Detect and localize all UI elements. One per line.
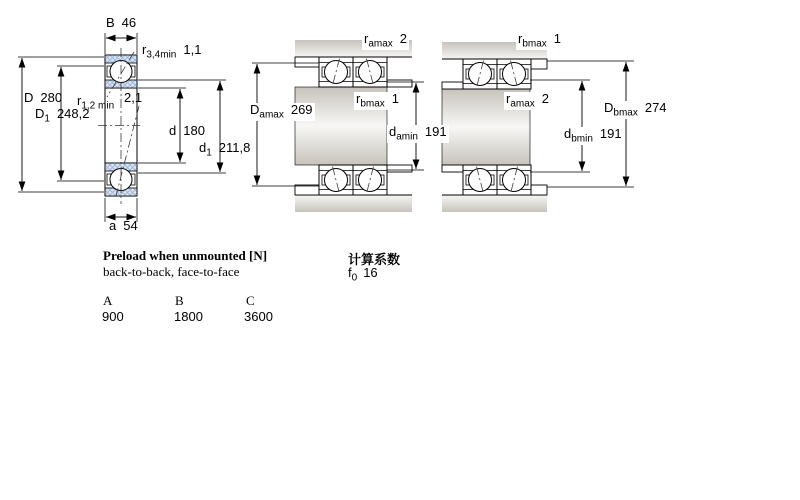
dim-label-damin	[387, 125, 449, 143]
dim-value: 2	[541, 91, 550, 106]
dim-symbol: d	[389, 124, 397, 139]
preload-title: Preload when unmounted [N]	[103, 248, 268, 263]
dim-symbol: r	[364, 31, 369, 46]
dim-value: 1,1	[183, 42, 202, 57]
dim-label-D	[24, 91, 62, 105]
dim-subscript: amax	[510, 98, 535, 110]
dim-symbol: D	[35, 106, 45, 121]
dim-label-a	[109, 219, 138, 233]
dim-value: 54	[123, 218, 138, 233]
calc-factor-f0	[348, 265, 378, 284]
dim-symbol: r	[142, 42, 147, 57]
dim-value: 269	[290, 102, 313, 117]
preload-col-a-header: A	[103, 293, 113, 308]
dim-value: 2,1	[124, 90, 143, 105]
preload-subtitle: back-to-back, face-to-face	[103, 264, 240, 279]
dim-value: 191	[599, 126, 622, 141]
dim-label-ramax-mid	[362, 32, 409, 50]
dim-subscript: 1,2 min	[81, 100, 115, 112]
dim-value: 1	[553, 31, 562, 46]
f0-value: 16	[363, 265, 378, 280]
dim-symbol: d	[199, 140, 207, 155]
dim-symbol: d	[564, 126, 572, 141]
dim-symbol: r	[506, 91, 511, 106]
preload-value-b: 1800	[174, 309, 203, 324]
dim-subscript: amin	[396, 131, 418, 143]
dim-label-B	[106, 16, 136, 30]
dim-symbol: B	[106, 15, 115, 30]
dim-symbol: r	[518, 31, 523, 46]
calc-factors-title: 计算系数	[348, 252, 401, 267]
dim-label-Dbmax	[602, 101, 669, 119]
dim-label-rbmax-right	[516, 32, 563, 50]
dim-label-rbmax-mid	[354, 92, 401, 110]
dim-label-ramax-right	[504, 92, 551, 110]
f0-subscript: 0	[351, 272, 358, 284]
dim-label-d1	[199, 141, 250, 159]
dim-value: 248,2	[56, 106, 90, 121]
dim-subscript: bmax	[522, 38, 547, 50]
dim-symbol: a	[109, 218, 117, 233]
dim-value: 180	[183, 123, 205, 138]
dim-value: 191	[424, 124, 447, 139]
dim-value: 280	[40, 90, 63, 105]
dim-label-Damax	[248, 103, 315, 121]
dim-label-d	[169, 124, 205, 138]
dim-subscript: amax	[368, 38, 393, 50]
dim-subscript: 3,4min	[146, 49, 177, 61]
preload-value-a: 900	[102, 309, 124, 324]
dim-value: 274	[644, 100, 667, 115]
dim-symbol: D	[250, 102, 260, 117]
dim-subscript: bmin	[571, 133, 593, 145]
dim-subscript: 1	[206, 147, 212, 159]
dim-label-r12min-value	[124, 91, 142, 105]
dim-symbol: r	[77, 93, 82, 108]
dim-subscript: amax	[259, 109, 284, 121]
preload-col-c-header: C	[246, 293, 255, 308]
dim-value: 211,8	[218, 140, 251, 155]
preload-col-b-header: B	[175, 293, 184, 308]
dim-value: 2	[399, 31, 408, 46]
dim-symbol: d	[169, 123, 177, 138]
f0-symbol: f	[348, 265, 352, 280]
dim-label-dbmin	[562, 127, 624, 145]
dim-symbol: D	[604, 100, 614, 115]
dim-subscript: bmax	[360, 98, 385, 110]
dim-subscript: 1	[44, 113, 50, 125]
dim-subscript: bmax	[613, 107, 638, 119]
preload-value-c: 3600	[244, 309, 273, 324]
dim-label-r34min	[142, 43, 201, 61]
dim-symbol: r	[356, 91, 361, 106]
dim-value: 1	[391, 91, 400, 106]
dim-value: 46	[121, 15, 137, 30]
dim-label-D1	[35, 107, 90, 125]
dim-symbol: D	[24, 90, 34, 105]
